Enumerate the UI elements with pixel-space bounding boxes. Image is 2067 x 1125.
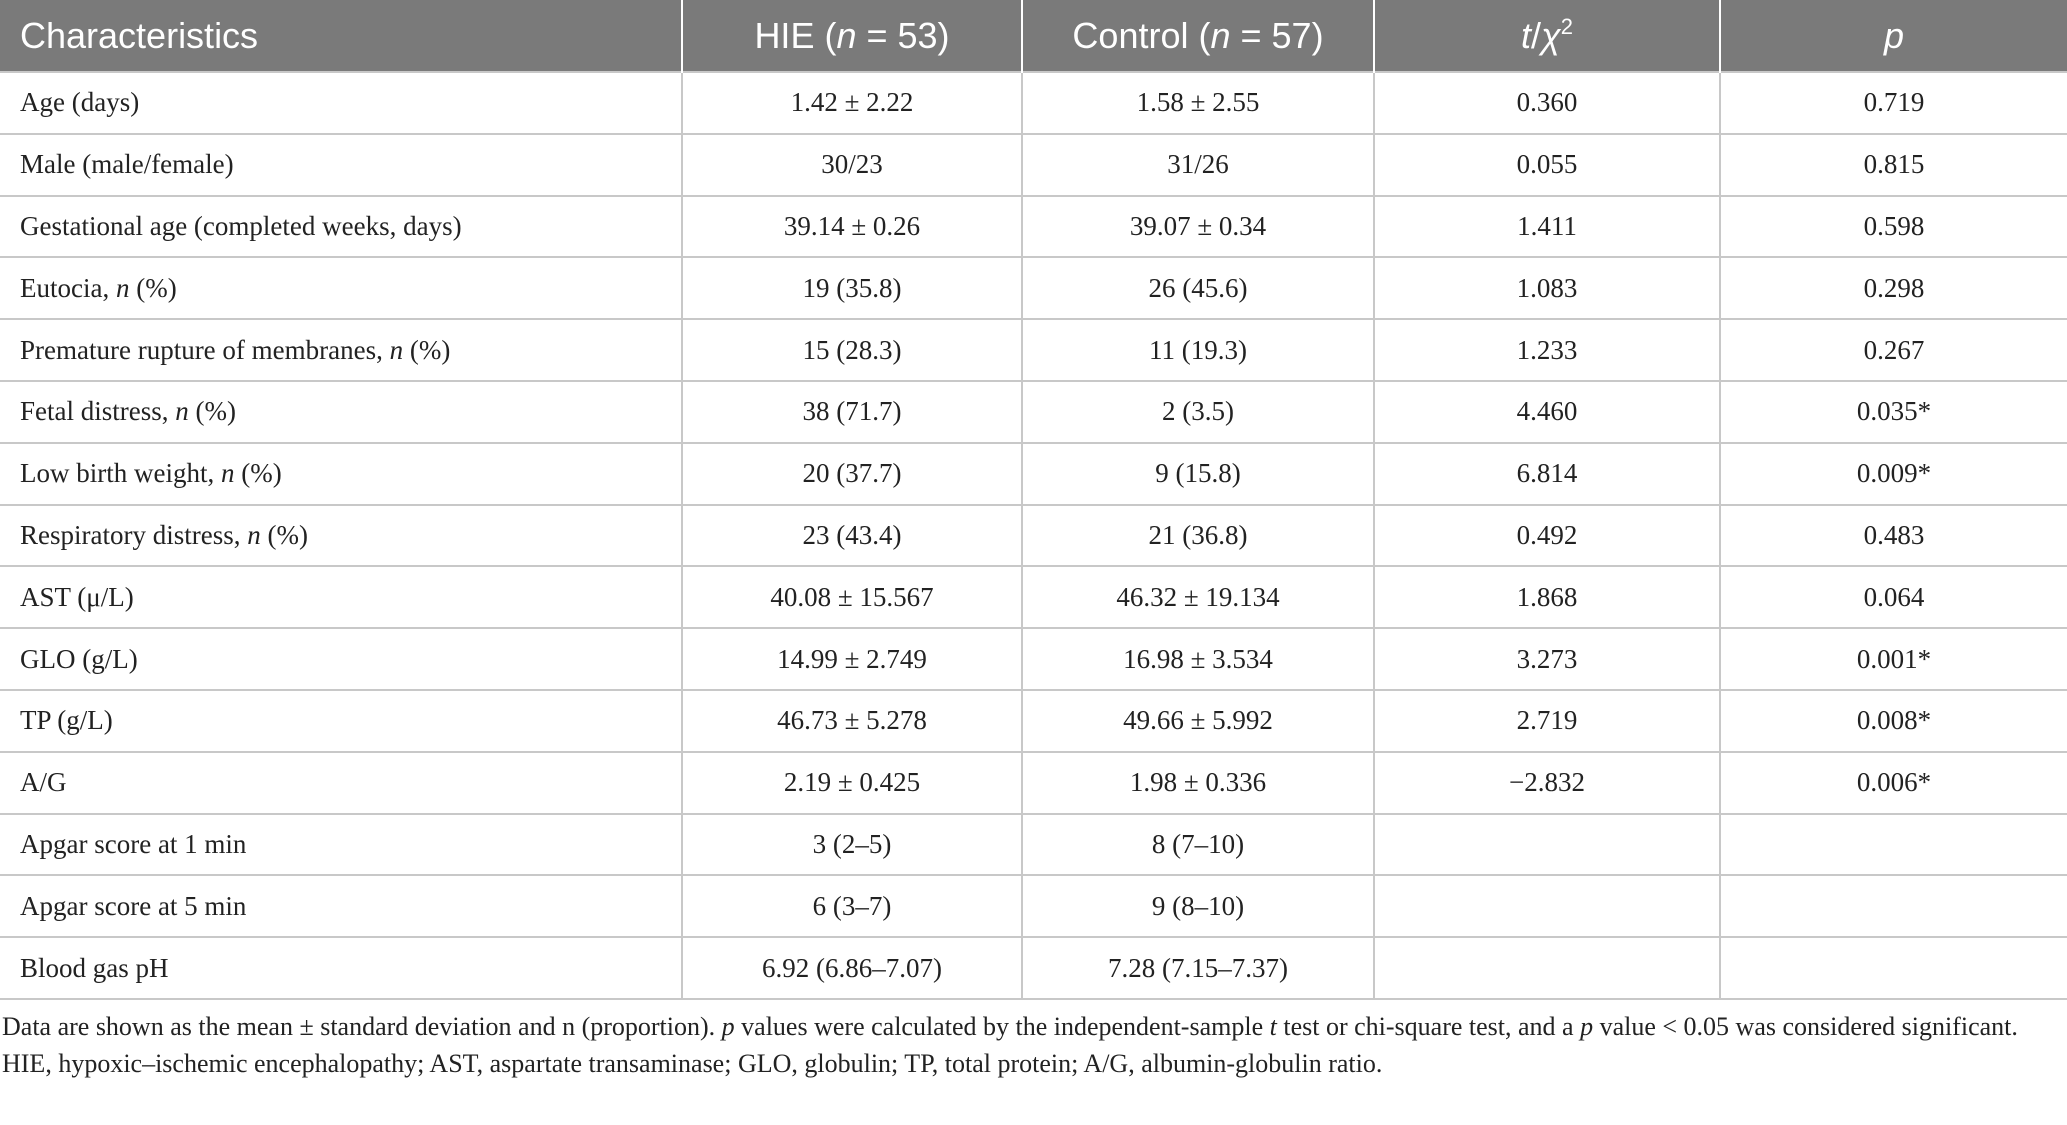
header-statistic [1374,0,1720,72]
hie-value: 2.19 ± 0.425 [682,752,1022,814]
header-p [1720,0,2067,72]
control-value: 31/26 [1022,134,1374,196]
statistic-value [1374,814,1720,876]
table-row [0,875,2067,937]
statistic-value: 0.055 [1374,134,1720,196]
table-row [0,381,2067,443]
table-row [0,628,2067,690]
control-value: 2 (3.5) [1022,381,1374,443]
table-row [0,505,2067,567]
row-label: GLO (g/L) [0,628,682,690]
table-row [0,196,2067,258]
control-value: 9 (8–10) [1022,875,1374,937]
row-label: TP (g/L) [0,690,682,752]
row-label: Male (male/female) [0,134,682,196]
control-value: 9 (15.8) [1022,443,1374,505]
p-value: 0.006* [1720,752,2067,814]
statistic-value: 3.273 [1374,628,1720,690]
row-label: Apgar score at 5 min [0,875,682,937]
control-value: 49.66 ± 5.992 [1022,690,1374,752]
table-footnotes [0,1000,2067,1082]
header-characteristics: Characteristics [20,14,259,56]
p-value: 0.008* [1720,690,2067,752]
control-value: 1.58 ± 2.55 [1022,72,1374,134]
row-label: Blood gas pH [0,937,682,999]
p-value: 0.719 [1720,72,2067,134]
table-row [0,937,2067,999]
header-p-text: p [1883,14,1905,56]
statistic-value [1374,875,1720,937]
control-value: 46.32 ± 19.134 [1022,566,1374,628]
statistic-value: 0.492 [1374,505,1720,567]
hie-value: 23 (43.4) [682,505,1022,567]
table-body [0,72,2067,999]
header-hie-text: HIE (n = 53) [754,14,950,56]
p-value: 0.598 [1720,196,2067,258]
header-control [1022,0,1374,72]
row-label: AST (μ/L) [0,566,682,628]
hie-value: 6.92 (6.86–7.07) [682,937,1022,999]
statistic-value: −2.832 [1374,752,1720,814]
header-statistic-text: $t/\chi^2$ [1521,13,1573,56]
table-row [0,566,2067,628]
hie-value: 19 (35.8) [682,257,1022,319]
control-value: 26 (45.6) [1022,257,1374,319]
row-label: Premature rupture of membranes, n (%) [0,319,682,381]
statistic-value: 4.460 [1374,381,1720,443]
statistic-value: 0.360 [1374,72,1720,134]
control-value: 7.28 (7.15–7.37) [1022,937,1374,999]
p-value: 0.009* [1720,443,2067,505]
p-value: 0.298 [1720,257,2067,319]
table-header [0,0,2067,72]
p-value [1720,814,2067,876]
statistic-value: 1.868 [1374,566,1720,628]
hie-value: 30/23 [682,134,1022,196]
footnote-abbreviations: HIE, hypoxic–ischemic encephalopathy; AST, aspartate transaminase; GLO, globulin; TP, total protein; A/G, albumin-globulin ratio. [2,1048,1383,1078]
table-row [0,752,2067,814]
footnote-statistics-text: Data are shown as the mean ± standard deviation and n (proportion). p values were calculated by the independent-sample t test or chi-square test, and a p value < 0.05 was considered significant. [2,1011,2018,1041]
row-label: Gestational age (completed weeks, days) [0,196,682,258]
row-label: Age (days) [0,72,682,134]
hie-value: 46.73 ± 5.278 [682,690,1022,752]
hie-value: 1.42 ± 2.22 [682,72,1022,134]
statistic-value: 2.719 [1374,690,1720,752]
hie-value: 38 (71.7) [682,381,1022,443]
control-value: 11 (19.3) [1022,319,1374,381]
footnote-statistics [2,1008,2067,1045]
p-value: 0.064 [1720,566,2067,628]
hie-value: 39.14 ± 0.26 [682,196,1022,258]
hie-value: 20 (37.7) [682,443,1022,505]
header-control-text: Control (n = 57) [1072,14,1324,56]
p-value: 0.483 [1720,505,2067,567]
p-value [1720,937,2067,999]
table-row [0,134,2067,196]
control-value: 8 (7–10) [1022,814,1374,876]
p-value: 0.267 [1720,319,2067,381]
p-value: 0.815 [1720,134,2067,196]
hie-value: 3 (2–5) [682,814,1022,876]
p-value [1720,875,2067,937]
table-row [0,72,2067,134]
row-label: Eutocia, n (%) [0,257,682,319]
control-value: 16.98 ± 3.534 [1022,628,1374,690]
control-value: 1.98 ± 0.336 [1022,752,1374,814]
control-value: 39.07 ± 0.34 [1022,196,1374,258]
header-hie [682,0,1022,72]
table-row [0,443,2067,505]
table-row [0,814,2067,876]
statistic-value: 1.411 [1374,196,1720,258]
statistic-value [1374,937,1720,999]
row-label: Fetal distress, n (%) [0,381,682,443]
table-row [0,257,2067,319]
hie-value: 14.99 ± 2.749 [682,628,1022,690]
table-row [0,690,2067,752]
row-label: Respiratory distress, n (%) [0,505,682,567]
row-label: Low birth weight, n (%) [0,443,682,505]
statistic-value: 6.814 [1374,443,1720,505]
table-row [0,319,2067,381]
hie-value: 15 (28.3) [682,319,1022,381]
row-label: Apgar score at 1 min [0,814,682,876]
header-row [0,0,2067,72]
p-value: 0.035* [1720,381,2067,443]
control-value: 21 (36.8) [1022,505,1374,567]
hie-value: 6 (3–7) [682,875,1022,937]
statistic-value: 1.083 [1374,257,1720,319]
statistic-value: 1.233 [1374,319,1720,381]
p-value: 0.001* [1720,628,2067,690]
row-label: A/G [0,752,682,814]
hie-value: 40.08 ± 15.567 [682,566,1022,628]
